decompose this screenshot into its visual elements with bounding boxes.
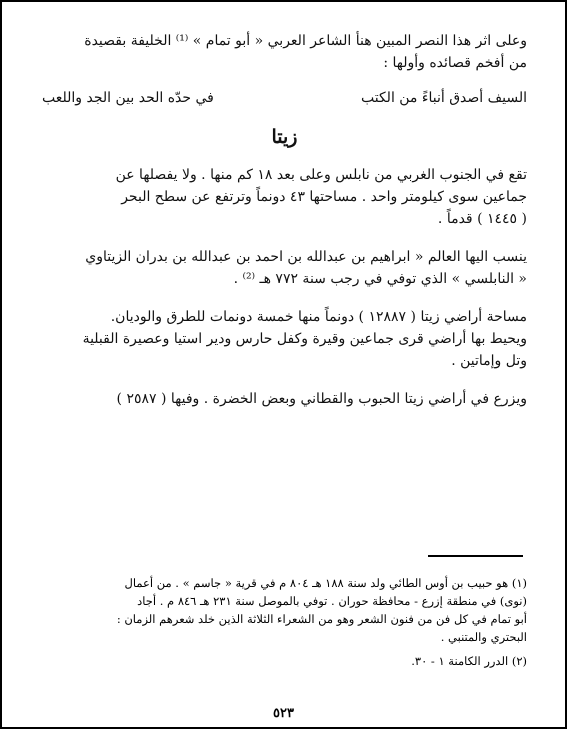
paragraph-line: ينسب اليها العالم « ابراهيم بن عبدالله بن احمد بن عبدالله بن بدران الزيتاوي bbox=[85, 249, 527, 265]
paragraph-line: ويزرع في أراضي زيتا الحبوب والقطاني وبعض الخضرة . وفيها ( ٢٥٨٧ ) bbox=[116, 391, 527, 407]
footnote bbox=[42, 652, 527, 670]
footnotes bbox=[42, 574, 527, 670]
section-heading: زيتا bbox=[271, 126, 298, 148]
footnote-line: البحتري والمتنبي . bbox=[440, 630, 527, 644]
intro-line: من أفخم قصائده وأولها : bbox=[383, 55, 527, 71]
verse-second-hemistich: في حدّه الحد بين الجد واللعب bbox=[42, 90, 214, 106]
paragraph-line: جماعين سوى كيلومتر واحد . مساحتها ٤٣ دونماً وترتفع عن سطح البحر bbox=[121, 189, 527, 205]
intro-line: وعلى اثر هذا النصر المبين هنأ الشاعر العربي « أبو تمام » ⁽¹⁾ الخليفة بقصيدة bbox=[84, 33, 527, 49]
paragraph-line: وتل وإماتين . bbox=[451, 353, 527, 369]
paragraph-line: مساحة أراضي زيتا ( ١٢٨٨٧ ) دونماً منها خمسة دونمات للطرق والوديان. bbox=[110, 309, 527, 325]
paragraph-line: تقع في الجنوب الغربي من نابلس وعلى بعد ١٨ كم منها . ولا يفصلها عن bbox=[115, 167, 527, 183]
footnote-line: (١) هو حبيب بن أوس الطائي ولد سنة ١٨٨ هـ ٨٠٤ م في قرية « جاسم » . من أعمال bbox=[124, 576, 527, 590]
body-paragraph bbox=[42, 306, 527, 372]
body-paragraph bbox=[42, 164, 527, 230]
footnote-line: (٢) الدرر الكامنة ١ - ٣٠. bbox=[411, 654, 527, 668]
footnote-separator bbox=[428, 555, 523, 557]
paragraph-line: ويحيط بها أراضي قرى جماعين وقيرة وكفل حارس ودير استيا وعصيرة القبلية bbox=[82, 331, 527, 347]
poem-verse bbox=[42, 90, 527, 106]
footnote-line: أبو تمام في كل فن من فنون الشعر وهو من الشعراء الثلاثة الذين خلد شعرهم الزمان : bbox=[116, 612, 527, 626]
body-paragraph bbox=[42, 246, 527, 290]
intro-paragraph bbox=[42, 30, 527, 74]
page-body bbox=[42, 20, 527, 410]
verse-first-hemistich: السيف أصدق أنباءً من الكتب bbox=[360, 90, 527, 106]
body-paragraph bbox=[42, 388, 527, 410]
page-number: ٥٢٣ bbox=[273, 706, 294, 721]
footnote bbox=[42, 574, 527, 646]
paragraph-line: « النابلسي » الذي توفي في رجب سنة ٧٧٢ هـ ⁽²⁾ . bbox=[233, 271, 527, 287]
paragraph-line: ( ١٤٤٥ ) قدماً . bbox=[437, 211, 527, 227]
footnote-line: (نوى) في منطقة إزرع - محافظة حوران . توفي بالموصل سنة ٢٣١ هـ ٨٤٦ م . أجاد bbox=[137, 594, 527, 608]
